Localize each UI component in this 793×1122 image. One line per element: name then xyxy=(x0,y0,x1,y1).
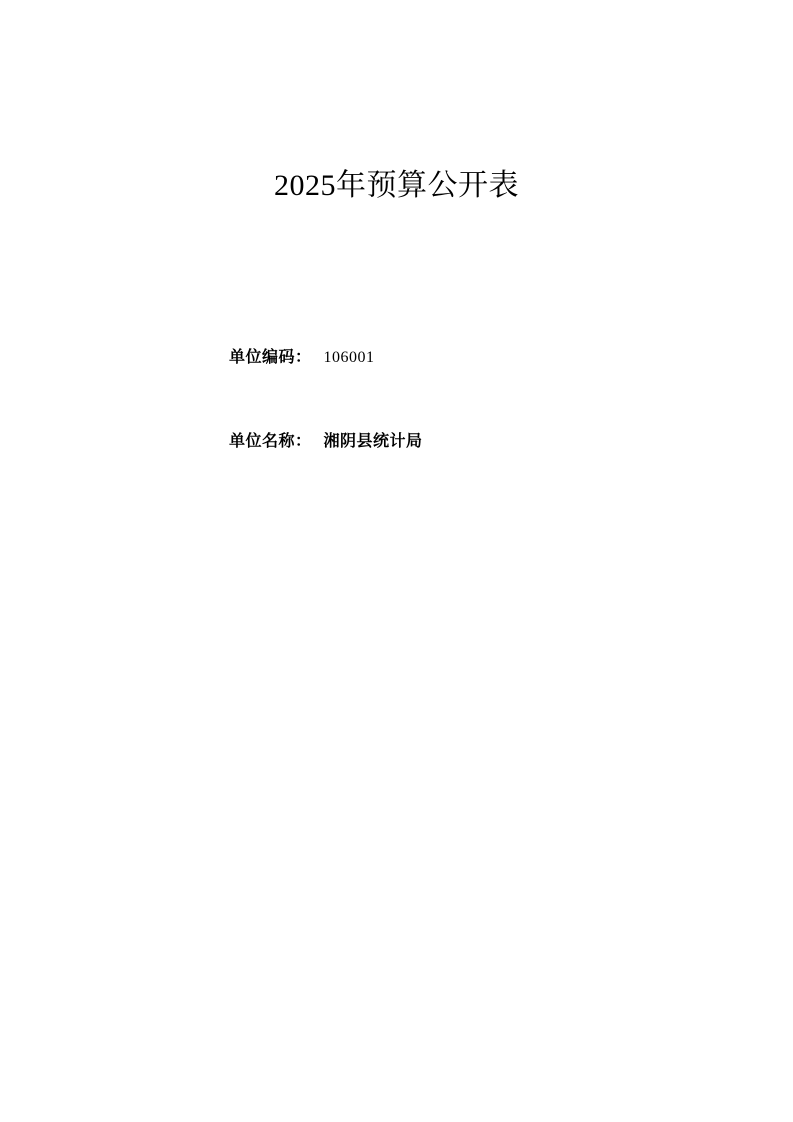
unit-name-value: 湘阴县统计局 xyxy=(323,433,423,450)
unit-code-value: 106001 xyxy=(323,349,375,366)
unit-code-label: 单位编码： xyxy=(229,349,312,366)
unit-code-row xyxy=(229,344,375,367)
unit-name-row xyxy=(229,428,423,451)
unit-name-label: 单位名称： xyxy=(229,433,312,450)
page-title: 2025年预算公开表 xyxy=(274,169,519,202)
